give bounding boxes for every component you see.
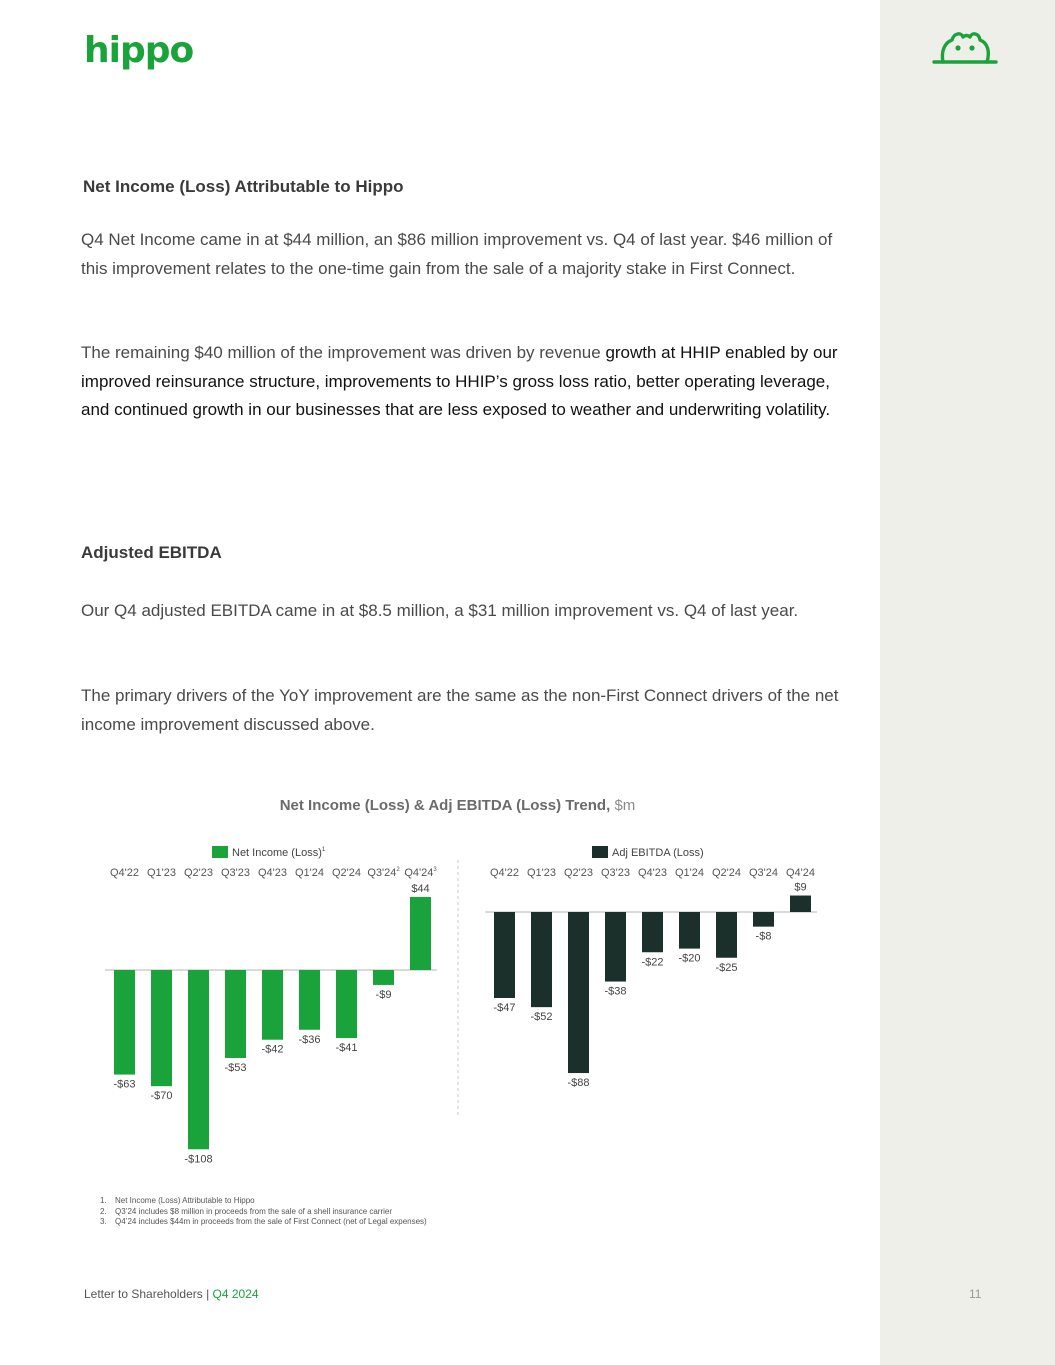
adj-ebitda-legend-label: Adj EBITDA (Loss) bbox=[612, 847, 704, 859]
net-income-category-label: Q3'23 bbox=[220, 867, 251, 879]
chart-title-main: Net Income (Loss) & Adj EBITDA (Loss) Trend, bbox=[279, 797, 611, 814]
net-income-paragraph-2 bbox=[81, 339, 846, 425]
net-income-bar bbox=[373, 970, 394, 985]
net-income-value-label: -$53 bbox=[224, 1061, 247, 1074]
adj-ebitda-category-label: Q3'24 bbox=[748, 867, 779, 879]
adj-ebitda-value-label: -$22 bbox=[641, 956, 664, 969]
adj-ebitda-value-label: -$25 bbox=[715, 961, 738, 974]
net-income-value-label: -$108 bbox=[184, 1153, 213, 1166]
net-income-bar bbox=[410, 897, 431, 970]
adj-ebitda-category-label: Q4'23 bbox=[637, 867, 668, 879]
adj-ebitda-value-label: -$38 bbox=[604, 985, 627, 998]
footer-quarter: Q4 2024 bbox=[212, 1287, 259, 1301]
net-income-bar bbox=[188, 970, 209, 1149]
net-income-paragraph-1: Q4 Net Income came in at $44 million, an $86 million improvement vs. Q4 of last year. $46 million of this improvement relates to the one-time gain from the sale of a majority stake in First Connect. bbox=[81, 230, 833, 278]
net-income-value-label: -$63 bbox=[113, 1078, 136, 1091]
adj-ebitda-category-label: Q4'24 bbox=[785, 867, 816, 879]
adj-ebitda-value-label: -$88 bbox=[567, 1077, 590, 1090]
paragraph-lead-text: The remaining $40 million of the improvement was driven by revenue bbox=[81, 343, 606, 362]
net-income-category-label: Q2'23 bbox=[183, 867, 214, 879]
section-heading-adjusted-ebitda: Adjusted EBITDA bbox=[81, 543, 222, 562]
net-income-category-label: Q4'22 bbox=[109, 867, 140, 879]
net-income-legend-swatch bbox=[212, 846, 228, 858]
net-income-legend-label: Net Income (Loss)$^1$ bbox=[232, 847, 326, 859]
adj-ebitda-bar bbox=[642, 912, 663, 952]
chart-title bbox=[0, 797, 915, 814]
ebitda-paragraph-2: The primary drivers of the YoY improvement are the same as the non-First Connect drivers of the net income improvement discussed above. bbox=[81, 686, 839, 734]
net-income-value-label: -$41 bbox=[335, 1042, 358, 1055]
hippo-mark-icon bbox=[930, 28, 1000, 68]
net-income-value-label: -$9 bbox=[375, 988, 392, 1001]
adj-ebitda-value-label: -$52 bbox=[530, 1011, 553, 1024]
footnote-2: 2. Q3’24 includes $8 million in proceeds from the sale of a shell insurance carrier bbox=[100, 1206, 393, 1216]
ebitda-paragraph-1: Our Q4 adjusted EBITDA came in at $8.5 million, a $31 million improvement vs. Q4 of last year. bbox=[81, 601, 799, 620]
adj-ebitda-category-label: Q4'22 bbox=[489, 867, 520, 879]
footnotes bbox=[100, 1196, 427, 1228]
net-income-category-label: Q1'23 bbox=[146, 867, 177, 879]
chart-title-unit: $m bbox=[610, 797, 636, 814]
adj-ebitda-category-label: Q2'23 bbox=[563, 867, 594, 879]
adj-ebitda-bar bbox=[679, 912, 700, 949]
page-number: 11 bbox=[969, 1287, 982, 1301]
adj-ebitda-bar bbox=[531, 912, 552, 1007]
net-income-category-label: $Q4'24^3$ bbox=[404, 867, 437, 879]
right-sidebar-panel bbox=[880, 0, 1055, 1365]
net-income-bar bbox=[151, 970, 172, 1086]
net-income-category-label: $Q3'24^2$ bbox=[367, 867, 400, 879]
net-income-category-label: Q1'24 bbox=[294, 867, 325, 879]
page-footer bbox=[84, 1287, 259, 1301]
net-income-bar bbox=[336, 970, 357, 1038]
adj-ebitda-bar bbox=[716, 912, 737, 958]
adj-ebitda-category-label: Q1'24 bbox=[674, 867, 705, 879]
adj-ebitda-bar bbox=[753, 912, 774, 927]
adj-ebitda-value-label: -$47 bbox=[493, 1002, 516, 1015]
footer-doc-title: Letter to Shareholders | bbox=[84, 1287, 213, 1301]
net-income-value-label: -$70 bbox=[150, 1090, 173, 1103]
net-income-bar bbox=[262, 970, 283, 1040]
footnote-3: 3. Q4’24 includes $44m in proceeds from the sale of First Connect (net of Legal expenses) bbox=[100, 1217, 427, 1226]
adj-ebitda-bar bbox=[494, 912, 515, 998]
net-income-value-label: -$42 bbox=[261, 1043, 284, 1056]
adj-ebitda-bar bbox=[790, 896, 811, 912]
adj-ebitda-value-label: -$8 bbox=[755, 930, 772, 943]
adj-ebitda-legend-swatch bbox=[592, 846, 608, 858]
adj-ebitda-category-label: Q1'23 bbox=[526, 867, 557, 879]
net-income-bar bbox=[114, 970, 135, 1075]
net-income-ebitda-chart bbox=[95, 838, 835, 1168]
net-income-category-label: Q4'23 bbox=[257, 867, 288, 879]
net-income-bar bbox=[225, 970, 246, 1058]
adj-ebitda-category-label: Q2'24 bbox=[711, 867, 742, 879]
footnote-1: 1. Net Income (Loss) Attributable to Hippo bbox=[100, 1196, 255, 1205]
adj-ebitda-value-label: $9 bbox=[794, 881, 807, 894]
net-income-value-label: -$36 bbox=[298, 1033, 321, 1046]
paragraph-emphasis-text: growth at HHIP enabled by our improved reinsurance structure, improvements to HHIP’s gross loss ratio, better operating leverage, and continued growth in our businesses that are less exposed to weather and underwriting volatility. bbox=[81, 343, 838, 419]
net-income-bar bbox=[299, 970, 320, 1030]
net-income-category-label: Q2'24 bbox=[331, 867, 362, 879]
adj-ebitda-bar bbox=[605, 912, 626, 982]
adj-ebitda-bar bbox=[568, 912, 589, 1073]
net-income-value-label: $44 bbox=[411, 882, 430, 895]
hippo-logo: hippo bbox=[84, 30, 194, 71]
adj-ebitda-category-label: Q3'23 bbox=[600, 867, 631, 879]
section-heading-net-income: Net Income (Loss) Attributable to Hippo bbox=[83, 177, 404, 196]
adj-ebitda-value-label: -$20 bbox=[678, 952, 701, 965]
